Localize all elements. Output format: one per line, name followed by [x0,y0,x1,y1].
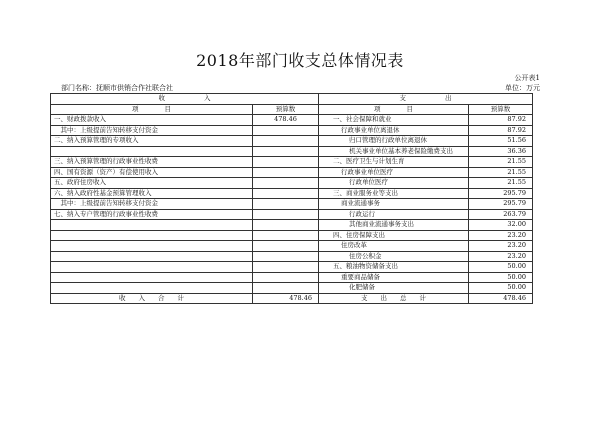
expense-item-cell: 四、住房保障支出 [319,230,469,241]
income-item-cell: 其中：上级提前告知转移支付资金 [51,199,253,210]
income-value-cell [253,241,319,252]
income-value-cell [253,209,319,220]
budget-table [50,93,533,304]
expense-value-cell: 23.20 [469,241,533,252]
table-row [51,178,533,189]
table-row [51,146,533,157]
expense-value-cell: 21.55 [469,167,533,178]
income-value-cell [253,146,319,157]
income-item-cell: 七、纳入专户管理的行政事业性收费 [51,209,253,220]
expense-value-cell: 23.20 [469,251,533,262]
expense-item-cell: 其他商业流通事务支出 [319,220,469,231]
table-row [51,262,533,273]
header-row-2 [51,104,533,115]
income-item-cell: 二、纳入预算管理的专项收入 [51,136,253,147]
income-value-cell [253,136,319,147]
department-name: 部门名称：抚顺市供销合作社联合社 [61,84,173,92]
expense-total-value: 478.46 [469,293,533,304]
income-budget-header: 预算数 [253,104,319,115]
income-item-cell [51,262,253,273]
expense-item-cell: 住房公积金 [319,251,469,262]
table-row [51,199,533,210]
table-row [51,272,533,283]
expense-item-cell: 化肥储备 [319,283,469,294]
expense-item-header: 项 目 [319,104,469,115]
header-row-1 [51,94,533,105]
income-item-cell: 其中：上级提前告知转移支付资金 [51,125,253,136]
expense-item-cell: 归口管理的行政单位离退休 [319,136,469,147]
table-row [51,241,533,252]
expense-item-cell: 商业流通事务 [319,199,469,210]
table-row [51,115,533,126]
expense-value-cell: 51.56 [469,136,533,147]
table-row [51,230,533,241]
expense-value-cell: 263.79 [469,209,533,220]
unit-label: 单位：万元 [505,84,540,92]
expense-value-cell: 295.79 [469,188,533,199]
expense-item-cell: 机关事业单位基本养老保险缴费支出 [319,146,469,157]
table-row [51,220,533,231]
expense-header: 支 出 [319,94,533,105]
table-row [51,125,533,136]
expense-value-cell: 50.00 [469,262,533,273]
income-item-cell [51,272,253,283]
income-item-cell [51,241,253,252]
table-row [51,167,533,178]
expense-item-cell: 二、医疗卫生与计划生育 [319,157,469,168]
income-value-cell [253,230,319,241]
expense-item-cell: 行政事业单位离退休 [319,125,469,136]
table-row [51,251,533,262]
income-value-cell [253,283,319,294]
expense-item-cell: 三、商业服务业等支出 [319,188,469,199]
table-row [51,157,533,168]
income-value-cell [253,178,319,189]
income-item-cell [51,283,253,294]
expense-item-cell: 五、粮油物资储备支出 [319,262,469,273]
totals-row [51,293,533,304]
expense-value-cell: 32.00 [469,220,533,231]
expense-value-cell: 87.92 [469,115,533,126]
expense-item-cell: 行政事业单位医疗 [319,167,469,178]
form-number: 公开表1 [514,74,540,82]
income-item-cell [51,220,253,231]
expense-item-cell: 一、社会保障和就业 [319,115,469,126]
income-value-cell: 478.46 [253,115,319,126]
income-total-label: 收 入 合 计 [51,293,253,304]
table-row [51,136,533,147]
expense-value-cell: 21.55 [469,178,533,189]
income-value-cell [253,220,319,231]
income-total-value: 478.46 [253,293,319,304]
income-value-cell [253,188,319,199]
expense-value-cell: 87.92 [469,125,533,136]
expense-item-cell: 重要商品储备 [319,272,469,283]
table-row [51,209,533,220]
income-item-cell [51,230,253,241]
income-item-cell: 一、财政拨款收入 [51,115,253,126]
income-value-cell [253,199,319,210]
income-item-cell: 六、纳入政府性基金预算管理收入 [51,188,253,199]
income-value-cell [253,272,319,283]
income-item-cell [51,251,253,262]
table-row [51,188,533,199]
expense-value-cell: 23.20 [469,230,533,241]
income-value-cell [253,262,319,273]
expense-value-cell: 50.00 [469,272,533,283]
expense-item-cell: 行政单位医疗 [319,178,469,189]
page-title: 2018年部门收支总体情况表 [196,51,404,70]
income-value-cell [253,125,319,136]
expense-value-cell: 295.79 [469,199,533,210]
expense-value-cell: 21.55 [469,157,533,168]
income-item-header: 项 目 [51,104,253,115]
income-item-cell: 三、纳入预算管理的行政事业性收费 [51,157,253,168]
income-item-cell: 四、国有资源（资产）有偿使用收入 [51,167,253,178]
table-row [51,283,533,294]
expense-value-cell: 50.00 [469,283,533,294]
expense-budget-header: 预算数 [469,104,533,115]
expense-total-label: 支 出 总 计 [319,293,469,304]
income-item-cell: 五、政府住房收入 [51,178,253,189]
expense-item-cell: 住房改革 [319,241,469,252]
income-header: 收 入 [51,94,319,105]
income-value-cell [253,157,319,168]
expense-item-cell: 行政运行 [319,209,469,220]
income-item-cell [51,146,253,157]
income-value-cell [253,251,319,262]
income-value-cell [253,167,319,178]
expense-value-cell: 36.36 [469,146,533,157]
